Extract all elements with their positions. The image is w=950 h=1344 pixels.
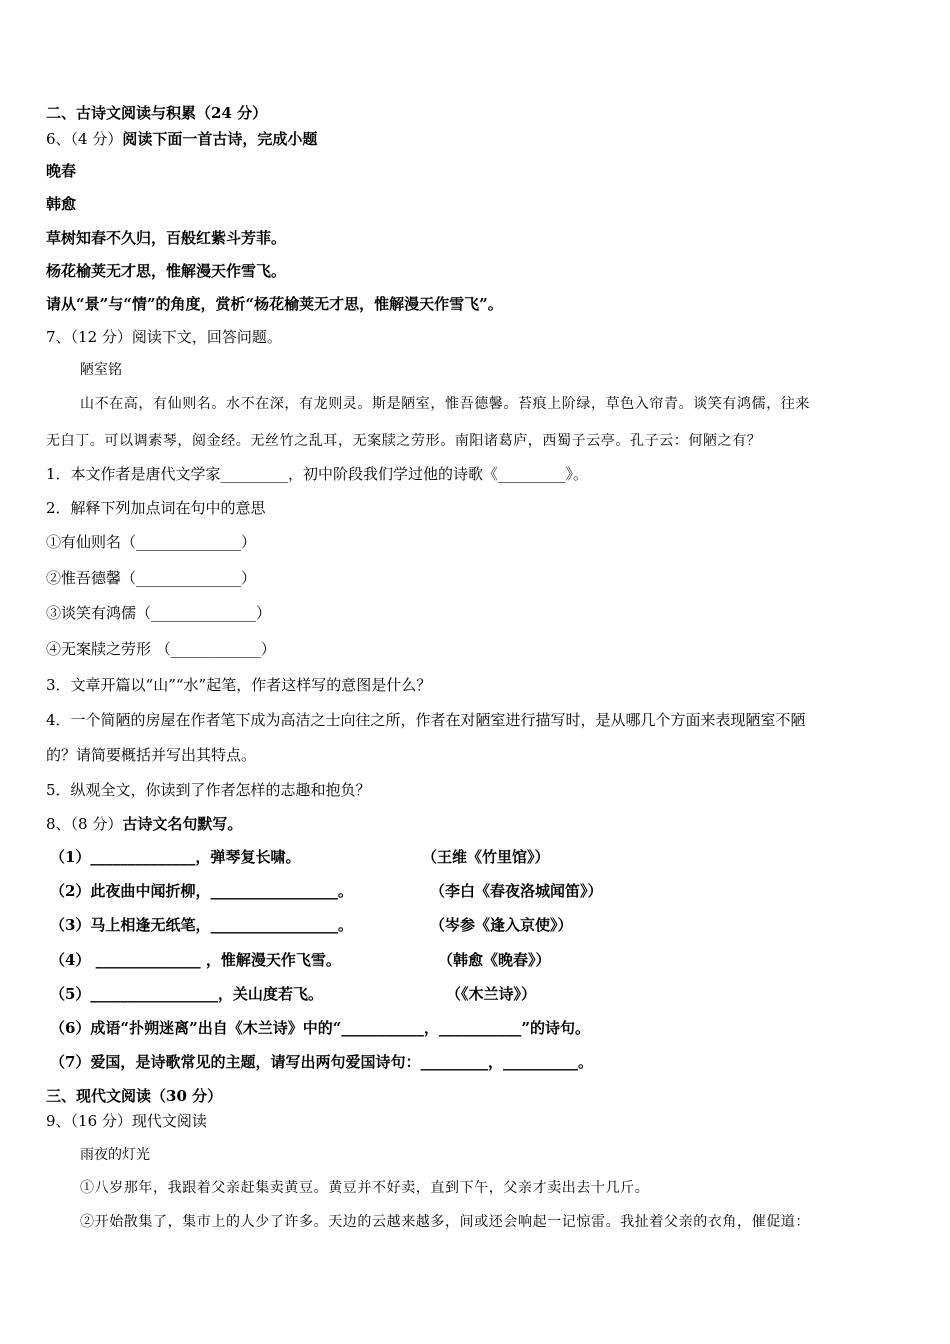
poem-title: 晚春 [46, 162, 77, 180]
q7-item-3: ③谈笑有鸿儒（______________） [46, 604, 272, 622]
q8-score: 8、（8 分） [46, 815, 123, 833]
q8-line-4: （4） ______________ ，惟解漫天作飞雪。 [50, 951, 341, 969]
q7-sub-1: 1．本文作者是唐代文学家_________，初中阶段我们学过他的诗歌《_________》。 [46, 465, 589, 483]
q7-sub-4-line-1: 4．一个简陋的房屋在作者笔下成为高洁之士向往之所，作者在对陋室进行描写时，是从哪几个方面来表现陋室不陋 [46, 711, 806, 729]
q6-question: 请从“景”与“情”的角度，赏析“杨花榆荚无才思，惟解漫天作雪飞”。 [46, 295, 503, 313]
q8-line-6: （6）成语“扑朔迷离”出自《木兰诗》中的“___________，___________”的诗句。 [50, 1019, 590, 1037]
q8-line-2: （2）此夜曲中闻折柳，_________________。 [50, 882, 353, 900]
poem-line-1: 草树知春不久归，百般红紫斗芳菲。 [46, 229, 287, 247]
q6-stem [46, 129, 317, 149]
q7-para-line-2: 无白丁。可以调素琴，阅金经。无丝竹之乱耳，无案牍之劳形。南阳诸葛庐，西蜀子云亭。孔子云：何陋之有？ [46, 433, 762, 449]
q9-para-1: ①八岁那年，我跟着父亲赶集卖黄豆。黄豆并不好卖，直到下午，父亲才卖出去十几斤。 [80, 1180, 650, 1196]
q9-para-2: ②开始散集了，集市上的人少了许多。天边的云越来越多，间或还会响起一记惊雷。我扯着父亲的衣角，催促道： [80, 1214, 810, 1230]
section3-heading: 三、现代文阅读（30 分） [46, 1087, 223, 1105]
q8-stem [46, 814, 242, 834]
section2-heading: 二、古诗文阅读与积累（24 分） [46, 104, 268, 122]
q6-instruction: 阅读下面一首古诗，完成小题 [122, 130, 318, 148]
q8-source-5: （《木兰诗》） [446, 985, 537, 1003]
q7-item-2: ②惟吾德馨（______________） [46, 569, 257, 587]
q6-score: 6、（4 分） [46, 130, 123, 148]
q8-source-2: （李白《春夜洛城闻笛》） [430, 882, 603, 900]
q7-sub-5: 5．纵观全文，你读到了作者怎样的志趣和抱负？ [46, 781, 371, 799]
q8-source-4: （韩愈《晚春》） [438, 951, 551, 969]
q7-item-1: ①有仙则名（______________） [46, 533, 257, 551]
q7-sub-4-line-2: 的？请简要概括并写出其特点。 [46, 746, 257, 764]
q7-sub-2: 2．解释下列加点词在句中的意思 [46, 499, 266, 517]
q8-instruction: 古诗文名句默写。 [122, 815, 243, 833]
q8-line-3: （3）马上相逢无纸笔，_________________。 [50, 916, 353, 934]
q7-item-4: ④无案牍之劳形 （____________） [46, 640, 276, 658]
q7-sub-3: 3．文章开篇以“山”“水”起笔，作者这样写的意图是什么？ [46, 676, 432, 694]
poem-line-2: 杨花榆荚无才思，惟解漫天作雪飞。 [46, 262, 287, 280]
q7-para-line-1: 山不在高，有仙则名。水不在深，有龙则灵。斯是陋室，惟吾德馨。苔痕上阶绿，草色入帘青。谈笑有鸿儒，往来 [80, 396, 810, 412]
q8-source-1: （王维《竹里馆》） [422, 848, 550, 866]
q9-stem: 9、（16 分）现代文阅读 [46, 1112, 207, 1130]
q8-line-5: （5）_________________，关山度若飞。 [50, 985, 323, 1003]
q8-source-3: （岑参《逢入京使》） [430, 916, 573, 934]
q8-line-7: （7）爱国，是诗歌常见的主题，请写出两句爱国诗句：_________，__________。 [50, 1053, 593, 1071]
q7-stem: 7、（12 分）阅读下文，回答问题。 [46, 328, 282, 346]
q8-line-1: （1）______________，弹琴复长啸。 [50, 848, 301, 866]
q9-title: 雨夜的灯光 [80, 1147, 150, 1163]
poem-author: 韩愈 [46, 195, 77, 213]
q7-title: 陋室铭 [80, 362, 122, 378]
